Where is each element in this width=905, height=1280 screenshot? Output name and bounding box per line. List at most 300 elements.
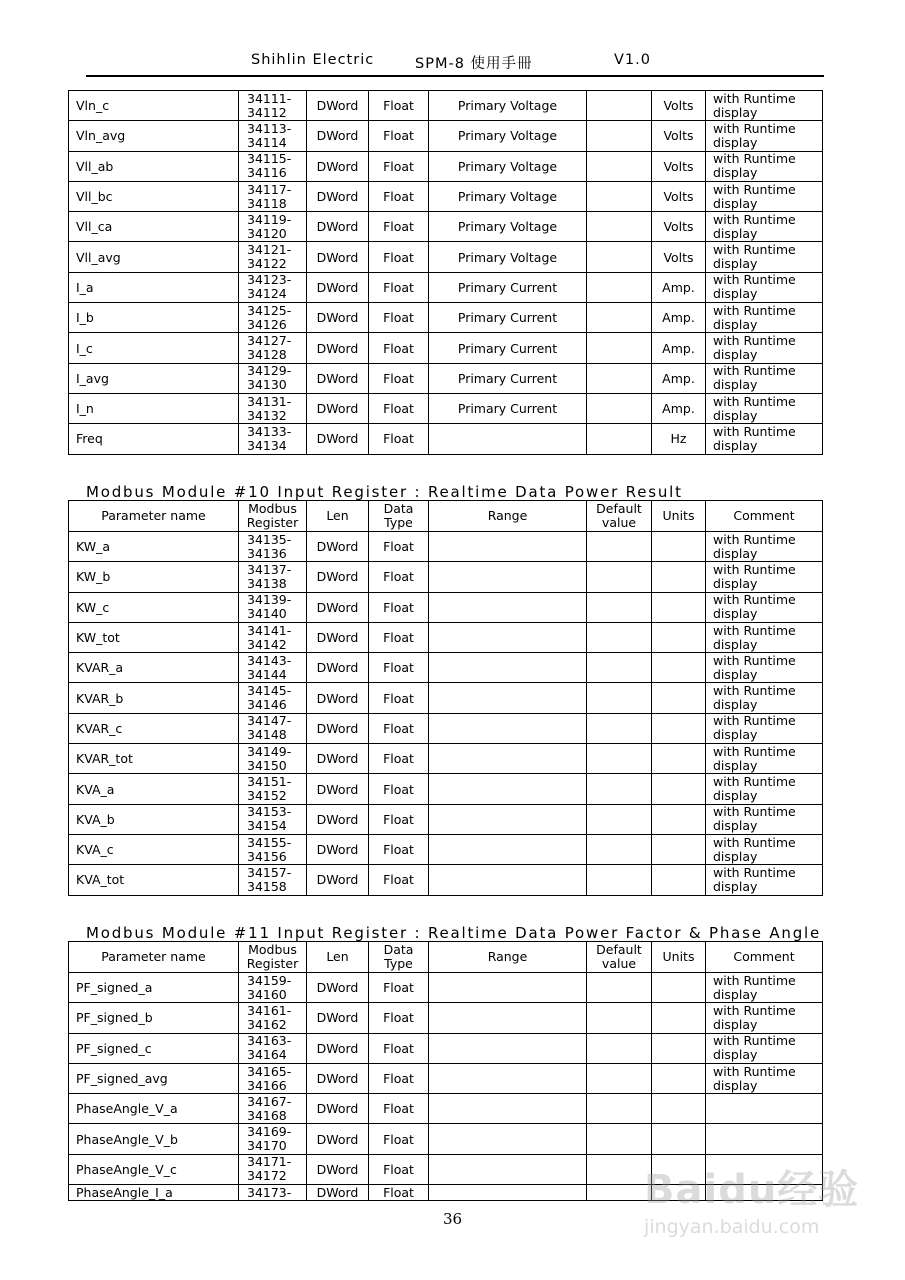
data-type-cell xyxy=(369,242,429,272)
register-start: 34163- xyxy=(247,1033,292,1049)
len-cell xyxy=(307,973,369,1003)
column-header: Comment xyxy=(706,942,823,973)
units-value: Amp. xyxy=(662,279,695,295)
comment-cell xyxy=(706,592,823,622)
comment-line-2: display xyxy=(713,225,758,241)
comment-line-1: with Runtime xyxy=(713,743,796,759)
comment-cell xyxy=(706,151,823,181)
data-type-value: Float xyxy=(383,340,414,356)
register-start: 34141- xyxy=(247,622,292,638)
parameter-name-cell xyxy=(69,212,239,242)
comment-line-1: with Runtime xyxy=(713,1033,796,1049)
table-row xyxy=(69,622,823,652)
range-value: Primary Voltage xyxy=(457,219,558,235)
modbus-register-cell xyxy=(239,1063,307,1093)
register-end: 34144 xyxy=(247,666,287,682)
data-type-value: Float xyxy=(383,1010,414,1026)
parameter-name-cell xyxy=(69,242,239,272)
len-cell xyxy=(307,303,369,333)
comment-line-1: with Runtime xyxy=(713,713,796,729)
data-type-value: Float xyxy=(383,842,414,858)
modbus-register-cell xyxy=(239,91,307,121)
parameter-name-cell xyxy=(69,91,239,121)
register-end: 34142 xyxy=(247,636,287,652)
parameter-name: PhaseAngle_I_a xyxy=(76,1185,173,1201)
range-value: Primary Voltage xyxy=(457,189,558,205)
default-value-cell xyxy=(587,424,652,454)
watermark-site: jingyan.baidu.com xyxy=(644,1216,820,1238)
comment-line-2: display xyxy=(713,286,758,302)
comment-cell xyxy=(706,242,823,272)
range-value: Primary Current xyxy=(457,370,558,386)
comment-line-2: display xyxy=(713,757,758,773)
parameter-name-cell xyxy=(69,532,239,562)
parameter-name: KW_tot xyxy=(76,630,120,646)
register-start: 34145- xyxy=(247,683,292,699)
modbus-register-cell xyxy=(239,303,307,333)
range-cell xyxy=(429,242,587,272)
range-cell xyxy=(429,363,587,393)
parameter-name: KVA_b xyxy=(76,811,115,827)
data-type-cell xyxy=(369,804,429,834)
table-row xyxy=(69,562,823,592)
data-type-value: Float xyxy=(383,1040,414,1056)
len-cell xyxy=(307,653,369,683)
comment-cell xyxy=(706,532,823,562)
watermark-logo: Baidu经验 xyxy=(644,1167,860,1213)
register-end: 34160 xyxy=(247,986,287,1002)
register-end: 34120 xyxy=(247,225,287,241)
len-value: DWord xyxy=(316,569,359,585)
units-cell xyxy=(652,91,706,121)
data-type-cell xyxy=(369,303,429,333)
units-cell xyxy=(652,1094,706,1124)
comment-line-1: with Runtime xyxy=(713,972,796,988)
realtime-voltage-current-table xyxy=(68,90,823,455)
register-start: 34113- xyxy=(247,120,292,136)
register-end: 34128 xyxy=(247,347,287,363)
data-type-value: Float xyxy=(383,781,414,797)
range-cell xyxy=(429,1033,587,1063)
modbus-register-cell xyxy=(239,562,307,592)
default-value-cell xyxy=(587,121,652,151)
comment-line-2: display xyxy=(713,316,758,332)
register-end: 34124 xyxy=(247,286,287,302)
parameter-name: PF_signed_a xyxy=(76,980,153,996)
range-cell xyxy=(429,834,587,864)
parameter-name-cell xyxy=(69,181,239,211)
column-header: Range xyxy=(429,501,587,532)
parameter-name-cell xyxy=(69,774,239,804)
comment-line-2: display xyxy=(713,727,758,743)
len-cell xyxy=(307,562,369,592)
default-value-cell xyxy=(587,653,652,683)
column-header: Default value xyxy=(587,501,652,532)
column-header: Modbus Register xyxy=(239,942,307,973)
data-type-value: Float xyxy=(383,811,414,827)
register-start: 34139- xyxy=(247,592,292,608)
units-value: Volts xyxy=(663,128,694,144)
len-value: DWord xyxy=(316,1131,359,1147)
comment-cell xyxy=(706,212,823,242)
units-cell xyxy=(652,242,706,272)
section-title-module-10: Modbus Module #10 Input Register : Realtime Data Power Result xyxy=(86,483,683,501)
comment-line-2: display xyxy=(713,878,758,894)
register-end: 34138 xyxy=(247,575,287,591)
register-end: 34150 xyxy=(247,757,287,773)
comment-line-2: display xyxy=(713,437,758,453)
parameter-name-cell xyxy=(69,592,239,622)
len-value: DWord xyxy=(316,370,359,386)
register-start: 34111- xyxy=(247,90,292,106)
modbus-register-cell xyxy=(239,774,307,804)
register-start: 34121- xyxy=(247,242,292,258)
default-value-cell xyxy=(587,592,652,622)
register-end: 34140 xyxy=(247,606,287,622)
register-end: 34114 xyxy=(247,134,287,150)
modbus-register-cell xyxy=(239,804,307,834)
register-end: 34134 xyxy=(247,437,287,453)
units-value: Amp. xyxy=(662,370,695,386)
column-header: Comment xyxy=(706,501,823,532)
column-header: Range xyxy=(429,942,587,973)
comment-line-2: display xyxy=(713,1016,758,1032)
register-end: 34112 xyxy=(247,104,287,120)
register-start: 34137- xyxy=(247,561,292,577)
register-start: 34143- xyxy=(247,652,292,668)
parameter-name-cell xyxy=(69,333,239,363)
table-row xyxy=(69,973,823,1003)
register-end: 34164 xyxy=(247,1047,287,1063)
register-end: 34158 xyxy=(247,878,287,894)
len-value: DWord xyxy=(316,219,359,235)
register-start: 34147- xyxy=(247,713,292,729)
comment-cell xyxy=(706,562,823,592)
comment-line-1: with Runtime xyxy=(713,90,796,106)
default-value-cell xyxy=(587,1033,652,1063)
register-end: 34162 xyxy=(247,1016,287,1032)
data-type-cell xyxy=(369,393,429,423)
register-start: 34151- xyxy=(247,774,292,790)
range-cell xyxy=(429,713,587,743)
default-value-cell xyxy=(587,272,652,302)
modbus-register-cell xyxy=(239,532,307,562)
units-cell xyxy=(652,532,706,562)
len-cell xyxy=(307,1003,369,1033)
table-row xyxy=(69,653,823,683)
units-value: Volts xyxy=(663,189,694,205)
data-type-value: Float xyxy=(383,1131,414,1147)
table-row xyxy=(69,363,823,393)
len-cell xyxy=(307,865,369,895)
len-value: DWord xyxy=(316,249,359,265)
table-header-row xyxy=(69,942,823,973)
data-type-cell xyxy=(369,1154,429,1184)
parameter-name: I_c xyxy=(76,340,93,356)
range-value: Primary Current xyxy=(457,310,558,326)
table-row xyxy=(69,242,823,272)
data-type-value: Float xyxy=(383,980,414,996)
len-cell xyxy=(307,713,369,743)
range-cell xyxy=(429,272,587,302)
register-start: 34131- xyxy=(247,393,292,409)
modbus-register-cell xyxy=(239,834,307,864)
page-number: 36 xyxy=(442,1210,463,1228)
parameter-name: PhaseAngle_V_b xyxy=(76,1131,178,1147)
range-cell xyxy=(429,683,587,713)
default-value-cell xyxy=(587,562,652,592)
comment-cell xyxy=(706,713,823,743)
comment-line-2: display xyxy=(713,1047,758,1063)
table-row xyxy=(69,151,823,181)
parameter-name: KVA_a xyxy=(76,781,115,797)
register-end: 34122 xyxy=(247,256,287,272)
units-cell xyxy=(652,181,706,211)
parameter-name: KW_a xyxy=(76,539,111,555)
data-type-value: Float xyxy=(383,630,414,646)
comment-line-2: display xyxy=(713,165,758,181)
units-cell xyxy=(652,774,706,804)
parameter-name-cell xyxy=(69,1033,239,1063)
register-start: 34127- xyxy=(247,333,292,349)
register-start: 34123- xyxy=(247,272,292,288)
comment-line-2: display xyxy=(713,256,758,272)
comment-line-2: display xyxy=(713,347,758,363)
range-cell xyxy=(429,151,587,181)
len-value: DWord xyxy=(316,158,359,174)
data-type-cell xyxy=(369,1185,429,1201)
parameter-name: I_b xyxy=(76,310,94,326)
modbus-register-cell xyxy=(239,242,307,272)
comment-line-1: with Runtime xyxy=(713,1002,796,1018)
len-cell xyxy=(307,181,369,211)
modbus-register-cell xyxy=(239,1003,307,1033)
range-cell xyxy=(429,973,587,1003)
default-value-cell xyxy=(587,744,652,774)
data-type-cell xyxy=(369,865,429,895)
register-start: 34171- xyxy=(247,1154,292,1170)
parameter-name: Vll_avg xyxy=(76,249,121,265)
len-value: DWord xyxy=(316,1071,359,1087)
data-type-cell xyxy=(369,1094,429,1124)
range-cell xyxy=(429,121,587,151)
parameter-name-cell xyxy=(69,1063,239,1093)
data-type-value: Float xyxy=(383,1161,414,1177)
data-type-value: Float xyxy=(383,189,414,205)
len-value: DWord xyxy=(316,1101,359,1117)
range-cell xyxy=(429,532,587,562)
comment-cell xyxy=(706,1063,823,1093)
table-row xyxy=(69,1063,823,1093)
default-value-cell xyxy=(587,393,652,423)
len-cell xyxy=(307,532,369,562)
len-value: DWord xyxy=(316,431,359,447)
range-cell xyxy=(429,592,587,622)
comment-line-1: with Runtime xyxy=(713,622,796,638)
comment-cell xyxy=(706,91,823,121)
len-cell xyxy=(307,121,369,151)
len-value: DWord xyxy=(316,630,359,646)
comment-line-1: with Runtime xyxy=(713,774,796,790)
register-end: 34116 xyxy=(247,165,287,181)
table-row xyxy=(69,1094,823,1124)
default-value-cell xyxy=(587,91,652,121)
modbus-register-cell xyxy=(239,713,307,743)
column-header: Data Type xyxy=(369,942,429,973)
register-start: 34117- xyxy=(247,181,292,197)
len-value: DWord xyxy=(316,310,359,326)
parameter-name: Vln_c xyxy=(76,98,110,114)
len-value: DWord xyxy=(316,811,359,827)
len-cell xyxy=(307,1033,369,1063)
parameter-name: KVAR_c xyxy=(76,720,123,736)
data-type-cell xyxy=(369,1003,429,1033)
comment-cell xyxy=(706,333,823,363)
data-type-value: Float xyxy=(383,279,414,295)
range-cell xyxy=(429,562,587,592)
parameter-name-cell xyxy=(69,562,239,592)
data-type-value: Float xyxy=(383,1071,414,1087)
comment-line-2: display xyxy=(713,848,758,864)
len-cell xyxy=(307,272,369,302)
parameter-name-cell xyxy=(69,622,239,652)
len-cell xyxy=(307,1185,369,1201)
units-cell xyxy=(652,1063,706,1093)
comment-line-2: display xyxy=(713,545,758,561)
parameter-name: PhaseAngle_V_a xyxy=(76,1101,178,1117)
units-cell xyxy=(652,744,706,774)
table-row xyxy=(69,804,823,834)
range-cell xyxy=(429,181,587,211)
len-value: DWord xyxy=(316,401,359,417)
register-start: 34153- xyxy=(247,804,292,820)
comment-line-2: display xyxy=(713,666,758,682)
modbus-register-cell xyxy=(239,424,307,454)
len-value: DWord xyxy=(316,1040,359,1056)
modbus-register-cell xyxy=(239,121,307,151)
register-end: 34156 xyxy=(247,848,287,864)
table-row xyxy=(69,683,823,713)
comment-cell xyxy=(706,393,823,423)
comment-line-2: display xyxy=(713,104,758,120)
range-value: Primary Voltage xyxy=(457,158,558,174)
header-company: Shihlin Electric xyxy=(251,52,375,68)
comment-line-1: with Runtime xyxy=(713,151,796,167)
default-value-cell xyxy=(587,303,652,333)
units-cell xyxy=(652,834,706,864)
parameter-name: KW_c xyxy=(76,599,110,615)
data-type-value: Float xyxy=(383,599,414,615)
data-type-value: Float xyxy=(383,370,414,386)
data-type-value: Float xyxy=(383,690,414,706)
data-type-value: Float xyxy=(383,98,414,114)
len-cell xyxy=(307,363,369,393)
data-type-value: Float xyxy=(383,720,414,736)
len-value: DWord xyxy=(316,690,359,706)
len-cell xyxy=(307,683,369,713)
units-cell xyxy=(652,973,706,1003)
comment-line-2: display xyxy=(713,818,758,834)
parameter-name: PF_signed_avg xyxy=(76,1071,168,1087)
parameter-name: I_a xyxy=(76,279,94,295)
table-row xyxy=(69,592,823,622)
comment-line-1: with Runtime xyxy=(713,120,796,136)
data-type-value: Float xyxy=(383,158,414,174)
comment-cell xyxy=(706,804,823,834)
comment-line-1: with Runtime xyxy=(713,181,796,197)
units-value: Volts xyxy=(663,219,694,235)
units-cell xyxy=(652,1033,706,1063)
range-cell xyxy=(429,1003,587,1033)
data-type-cell xyxy=(369,744,429,774)
comment-cell xyxy=(706,1033,823,1063)
parameter-name-cell xyxy=(69,865,239,895)
modbus-register-cell xyxy=(239,363,307,393)
parameter-name-cell xyxy=(69,151,239,181)
parameter-name-cell xyxy=(69,683,239,713)
units-value: Amp. xyxy=(662,401,695,417)
range-value: Primary Current xyxy=(457,340,558,356)
len-value: DWord xyxy=(316,98,359,114)
parameter-name-cell xyxy=(69,363,239,393)
units-cell xyxy=(652,804,706,834)
column-header: Default value xyxy=(587,942,652,973)
units-cell xyxy=(652,212,706,242)
comment-line-1: with Runtime xyxy=(713,683,796,699)
units-value: Volts xyxy=(663,249,694,265)
parameter-name: Vln_avg xyxy=(76,128,126,144)
parameter-name-cell xyxy=(69,393,239,423)
register-end: 34126 xyxy=(247,316,287,332)
data-type-cell xyxy=(369,973,429,1003)
default-value-cell xyxy=(587,181,652,211)
data-type-value: Float xyxy=(383,751,414,767)
range-cell xyxy=(429,333,587,363)
len-cell xyxy=(307,804,369,834)
units-cell xyxy=(652,363,706,393)
parameter-name-cell xyxy=(69,973,239,1003)
parameter-name-cell xyxy=(69,272,239,302)
table-row xyxy=(69,333,823,363)
data-type-cell xyxy=(369,272,429,302)
table-row xyxy=(69,303,823,333)
default-value-cell xyxy=(587,151,652,181)
range-cell xyxy=(429,91,587,121)
range-value: Primary Voltage xyxy=(457,98,558,114)
header-manual-title: SPM-8 使用手冊 xyxy=(415,56,533,72)
units-value: Amp. xyxy=(662,340,695,356)
range-cell xyxy=(429,1154,587,1184)
default-value-cell xyxy=(587,363,652,393)
comment-line-2: display xyxy=(713,606,758,622)
comment-line-2: display xyxy=(713,697,758,713)
parameter-name: KVA_tot xyxy=(76,872,125,888)
parameter-name: Vll_ab xyxy=(76,158,114,174)
table-row xyxy=(69,121,823,151)
len-cell xyxy=(307,91,369,121)
register-end: 34154 xyxy=(247,818,287,834)
register-end: 34130 xyxy=(247,377,287,393)
register-start: 34115- xyxy=(247,151,292,167)
data-type-cell xyxy=(369,834,429,864)
comment-line-1: with Runtime xyxy=(713,561,796,577)
section-title-module-11: Modbus Module #11 Input Register : Realtime Data Power Factor & Phase Angle xyxy=(86,924,822,942)
register-end: 34148 xyxy=(247,727,287,743)
column-header: Len xyxy=(307,942,369,973)
comment-line-2: display xyxy=(713,134,758,150)
comment-cell xyxy=(706,683,823,713)
parameter-name-cell xyxy=(69,1154,239,1184)
